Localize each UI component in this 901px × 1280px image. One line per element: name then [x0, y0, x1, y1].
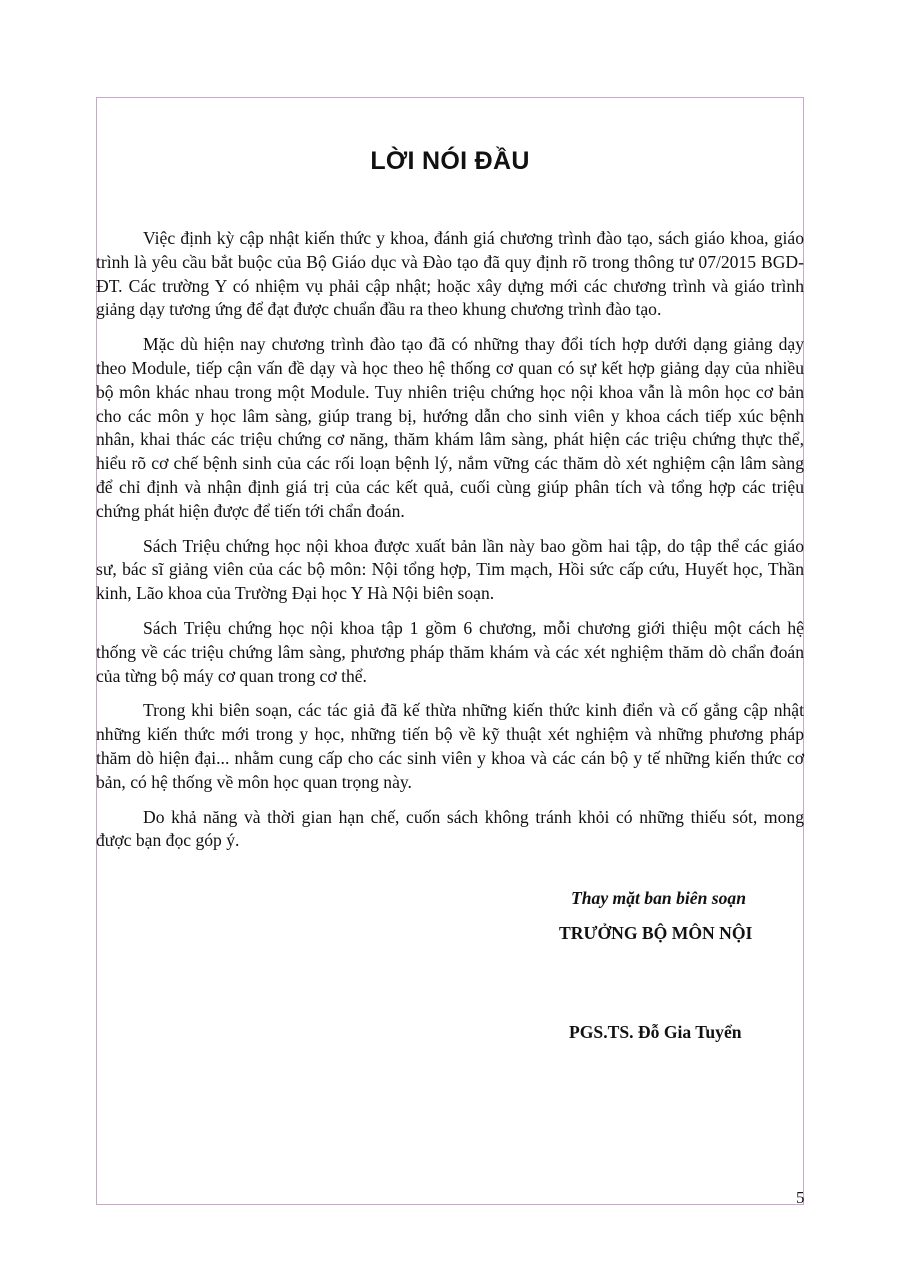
paragraph-3: Sách Triệu chứng học nội khoa được xuất bản lần này bao gồm hai tập, do tập thể các giáo sư, bác sĩ giảng viên của các bộ môn: Nội tổng hợp, Tim mạch, Hồi sức cấp cứu, Huyết học, Thần kinh, Lão khoa của Trường Đại học Y Hà Nội biên soạn. [96, 535, 804, 604]
paragraph-6: Do khả năng và thời gian hạn chế, cuốn sách không tránh khỏi có những thiếu sót, mong được bạn đọc góp ý. [96, 806, 804, 851]
paragraph-5: Trong khi biên soạn, các tác giả đã kế thừa những kiến thức kinh điển và cố gắng cập nhật những kiến thức mới trong y học, những tiến bộ về kỹ thuật xét nghiệm và những phương pháp thăm dò hiện đại... nhằm cung cấp cho các sinh viên y khoa và các cán bộ y tế những kiến thức cơ bản, có hệ thống về môn học quan trọng này. [96, 700, 804, 792]
paragraph-1: Việc định kỳ cập nhật kiến thức y khoa, đánh giá chương trình đào tạo, sách giáo khoa, giáo trình là yêu cầu bắt buộc của Bộ Giáo dục và Đào tạo đã quy định rõ trong thông tư 07/2015 BGD-ĐT. Các trường Y có nhiệm vụ phải cập nhật; hoặc xây dựng mới các chương trình và giáo trình giảng dạy tương ứng để đạt được chuẩn đầu ra theo khung chương trình đào tạo. [96, 228, 804, 320]
page-number: 5 [796, 1188, 805, 1207]
signature-role: Thay mặt ban biên soạn [571, 888, 746, 908]
paragraph-4: Sách Triệu chứng học nội khoa tập 1 gồm 6 chương, mỗi chương giới thiệu một cách hệ thống về các triệu chứng lâm sàng, phương pháp thăm khám và các xét nghiệm thăm dò chẩn đoán của từng bộ máy cơ quan trong cơ thể. [96, 617, 804, 686]
preface-body [96, 227, 804, 864]
signature-name: PGS.TS. Đỗ Gia Tuyển [569, 1022, 742, 1042]
page-title: LỜI NÓI ĐẦU [370, 147, 530, 175]
signature-department: TRƯỞNG BỘ MÔN NỘI [559, 923, 753, 943]
paragraph-2: Mặc dù hiện nay chương trình đào tạo đã có những thay đổi tích hợp dưới dạng giảng dạy theo Module, tiếp cận vấn đề dạy và học theo hệ thống cơ quan có sự kết hợp giảng dạy của nhiều bộ môn khác nhau trong một Module. Tuy nhiên triệu chứng học nội khoa vẫn là môn học cơ bản cho các môn y học lâm sàng, giúp trang bị, hướng dẫn cho sinh viên y khoa cách tiếp xúc bệnh nhân, khai thác các triệu chứng cơ năng, thăm khám lâm sàng, phát hiện các triệu chứng thực thể, hiểu rõ cơ chế bệnh sinh của các rối loạn bệnh lý, nắm vững các thăm dò xét nghiệm cận lâm sàng để chỉ định và nhận định giá trị của các kết quả, cuối cùng giúp phân tích và tổng hợp các triệu chứng phát hiện được để tiến tới chẩn đoán. [96, 334, 804, 521]
